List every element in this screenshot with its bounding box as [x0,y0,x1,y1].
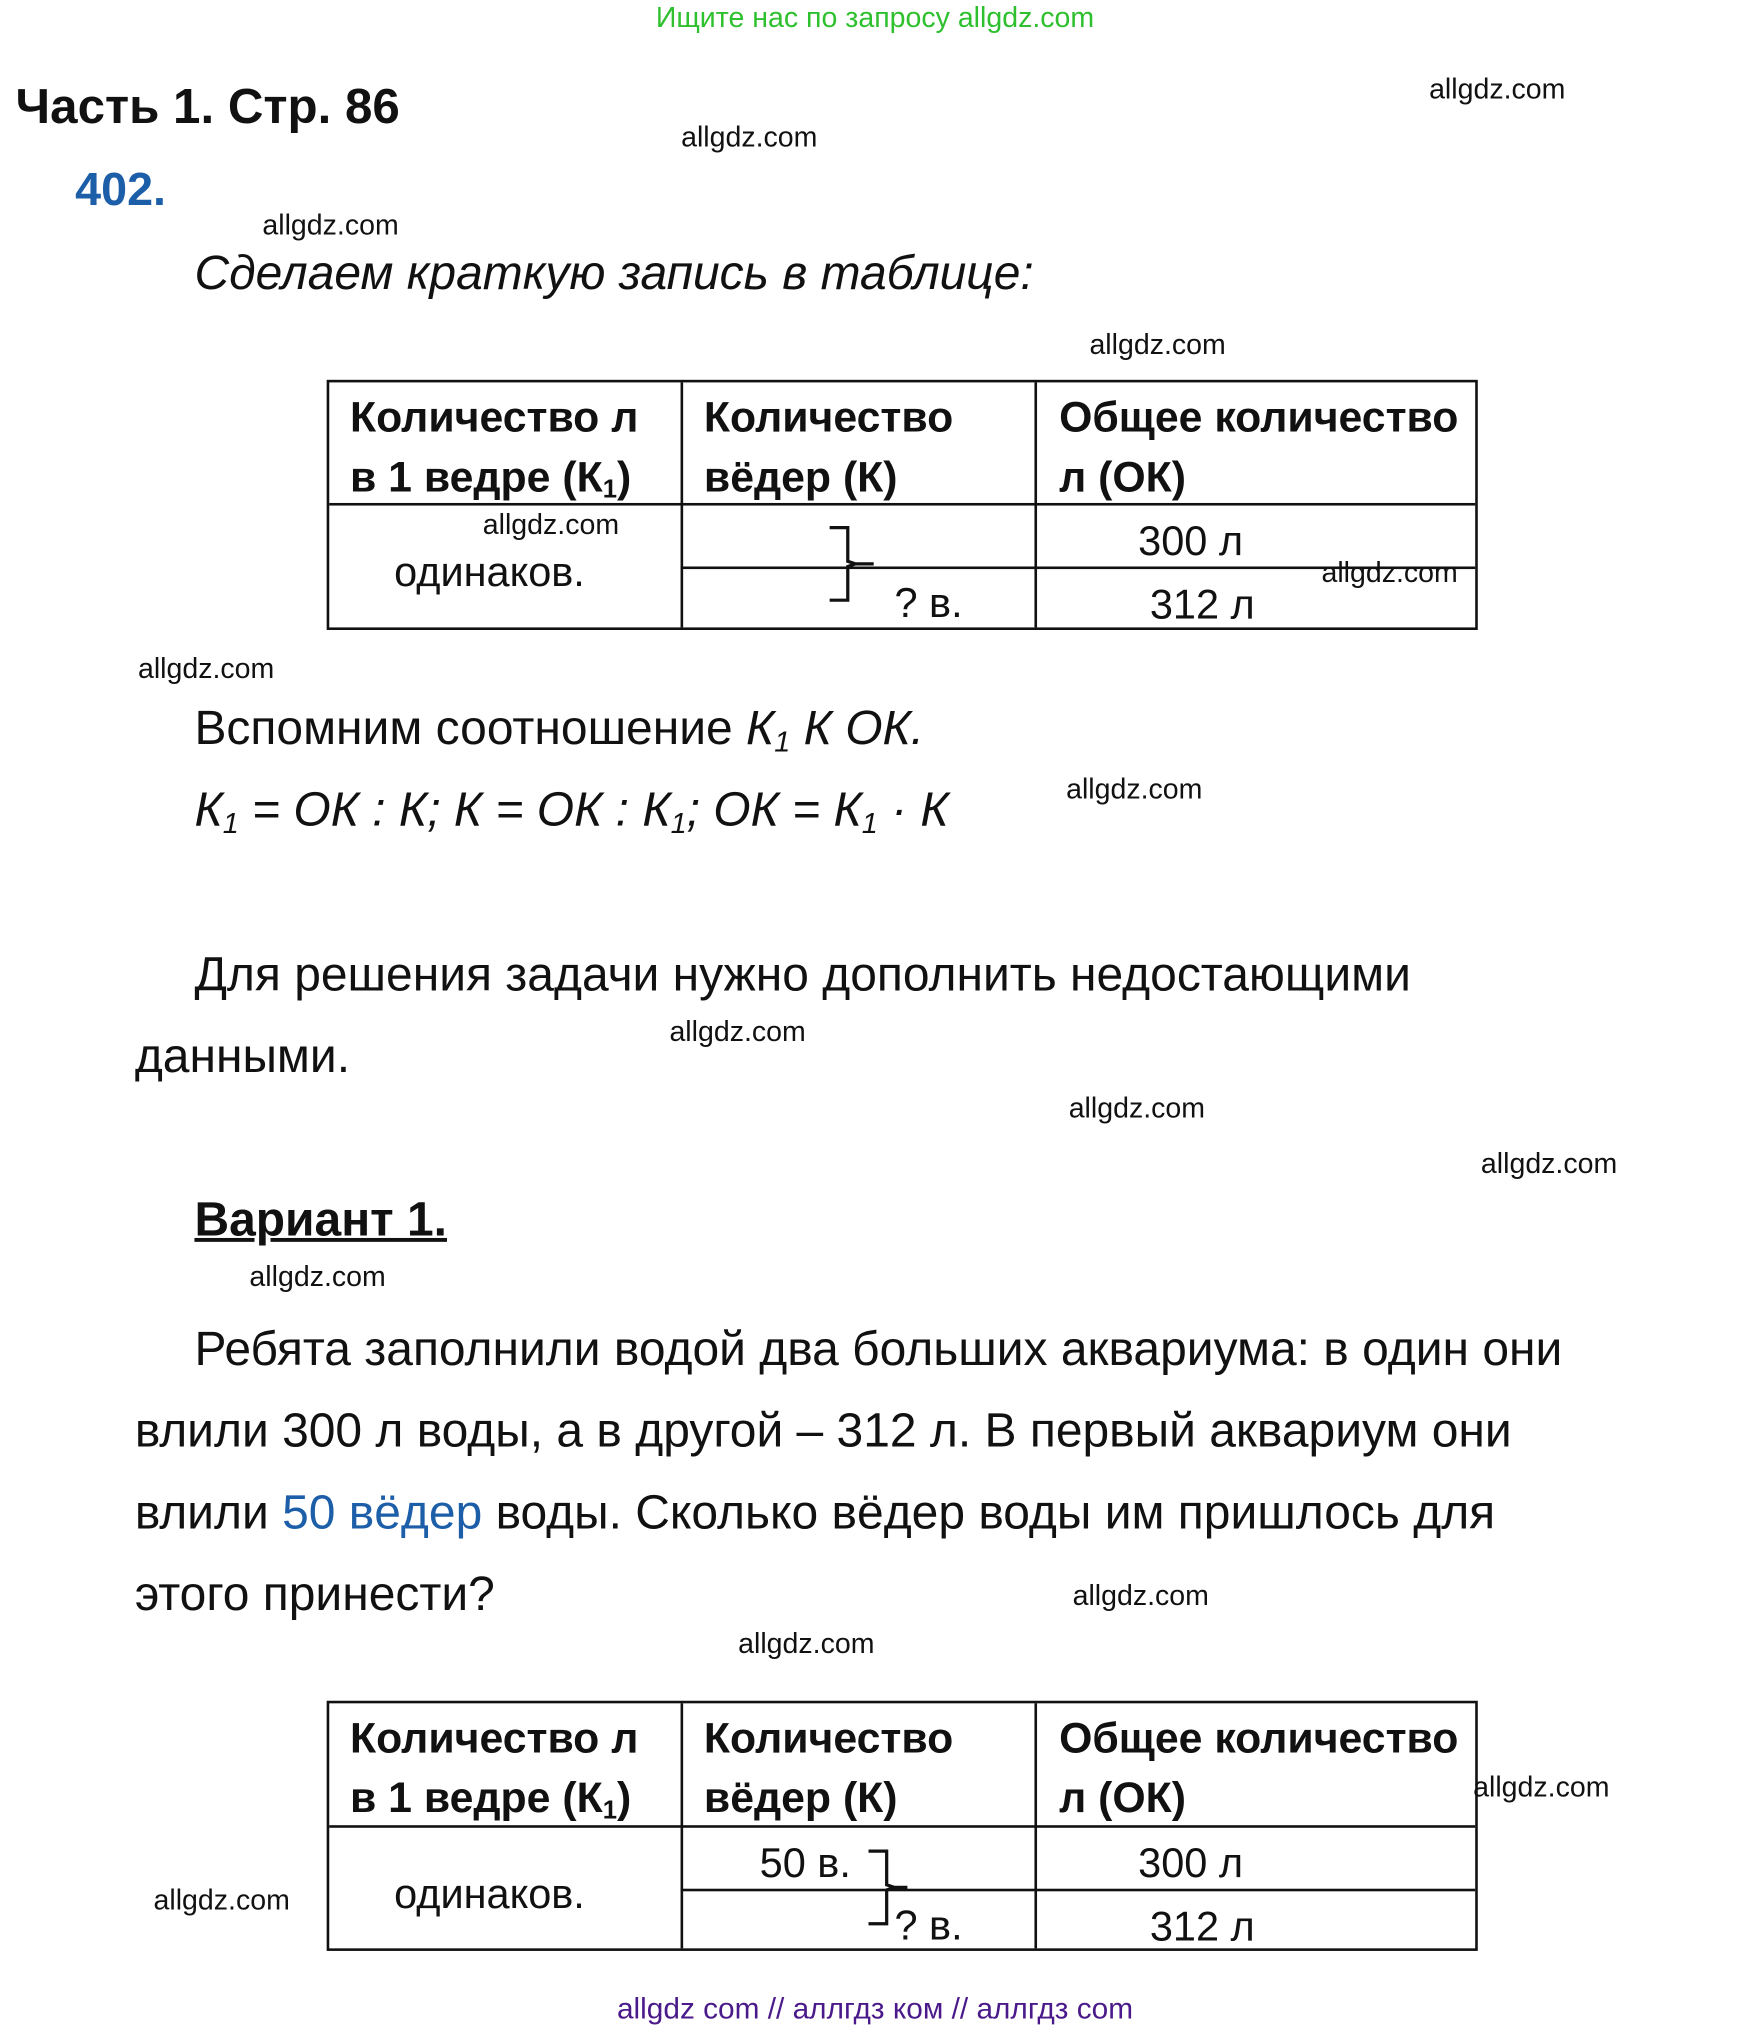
cell-300: 300 л [1138,517,1244,564]
watermark: allgdz.com [1066,772,1203,806]
watermark: allgdz.com [738,1626,875,1660]
cell-312: 312 л [1149,1902,1255,1950]
watermark: allgdz.com [1429,72,1566,106]
task-number: 402. [75,162,167,216]
variant-title: Вариант 1. [194,1192,448,1246]
variant-table [327,1701,1478,1951]
watermark: allgdz.com [1072,1578,1209,1612]
cell-unknown-buckets: ? в. [894,579,963,627]
footer-links[interactable]: allgdz com // аллгдз ком // аллгдз com [616,1991,1134,2025]
cell-same: одинаков. [394,548,585,596]
problem-line4: этого принести? [134,1567,495,1621]
problem-line3: влили 50 вёдер воды. Сколько вёдер воды им пришлось для [134,1485,1496,1539]
watermark: allgdz.com [669,1015,806,1048]
need-data-line1: Для решения задачи нужно дополнить недостающими [194,947,1411,1001]
watermark: allgdz.com [249,1260,386,1293]
header-bucket-count: Количество вёдер (К) [703,1713,954,1822]
header-liters-per-bucket: Количество л в 1 ведре $(К_1)$ [350,1713,639,1826]
watermark: allgdz.com [1089,327,1226,361]
recall-text: Вспомним соотношение $К_1$ К ОК. [194,701,925,758]
header-liters-per-bucket: Количество л в 1 ведре $(К_1)$ [350,392,639,505]
problem-line1: Ребята заполнили водой два больших аквариума: в один они [194,1322,1563,1376]
watermark: allgdz.com [262,208,399,242]
header-total-liters: Общее количество л (ОК) [1059,1713,1459,1822]
cell-50-buckets: 50 в. [759,1839,851,1887]
brace-icon [822,525,887,605]
need-data-line2: данными. [134,1029,351,1083]
watermark: allgdz.com [1480,1147,1618,1180]
watermark: allgdz.com [1068,1091,1206,1124]
header-bucket-count: Количество вёдер (К) [703,392,954,501]
header-total-liters: Общее количество л (ОК) [1059,392,1459,501]
problem-line2: влили 300 л воды, а в другой – 312 л. В первый аквариум они [134,1403,1512,1458]
watermark: allgdz.com [153,1883,290,1916]
search-banner[interactable]: Ищите нас по запросу allgdz.com [655,1,1095,34]
watermark: allgdz.com [681,120,818,153]
summary-table [327,380,1478,630]
part-title: Часть 1. Стр. 86 [15,80,400,135]
watermark: allgdz.com [137,652,275,685]
cell-unknown-buckets: ? в. [894,1901,963,1949]
cell-312: 312 л [1149,580,1255,628]
highlight-50-buckets: 50 вёдер [282,1485,483,1539]
formula: $К_1$ = ОК : К; К = ОК : $К_1$; ОК = $К_1 \cdot К$ [194,782,949,840]
watermark: allgdz.com [1473,1770,1610,1804]
cell-same: одинаков. [394,1870,585,1918]
watermark: allgdz.com [1321,556,1458,589]
intro-text: Сделаем краткую запись в таблице: [194,246,1034,300]
watermark: allgdz.com [482,508,620,541]
cell-300: 300 л [1138,1839,1244,1887]
